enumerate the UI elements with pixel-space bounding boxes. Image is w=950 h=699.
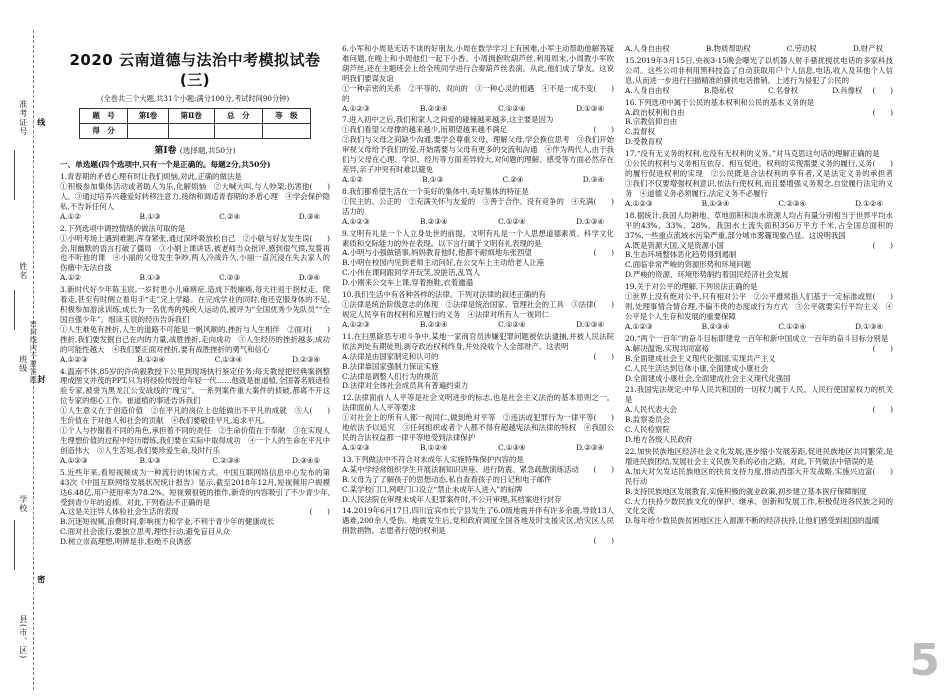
question-statement: ①小明考场上遇到难题,浑身紧张,通过深呼吸放松自己 ②小敏与好友发生误会,用幽默的语言打破了僵局 ③小娟上课讲话,被老师当众批评,感到很气愤,发誓再也不听他的课 ④小丽的父母发生争吵,两人冷战许久,小丽一直沉浸在失去家人的伤痛中无法自拔 (60, 233, 330, 273)
score-input[interactable] (128, 123, 169, 138)
answer-bracket[interactable]: ( ) (872, 240, 893, 250)
answer-option[interactable]: A.人身自由权 (625, 44, 670, 53)
answer-option[interactable]: B.父母为了了解孩子的思想动态,私自查看孩子的日记和电子邮件 (342, 474, 552, 484)
question-item (60, 224, 330, 284)
answer-option[interactable]: A.这是关注异人体验社会生活的表现 (60, 507, 179, 517)
question-item (625, 385, 893, 445)
answer-option[interactable]: C.①②④ (778, 321, 807, 331)
score-input[interactable] (214, 123, 262, 138)
answer-option[interactable]: C.劳动权 (786, 44, 817, 53)
question-statement: ②我们与父母之间缺少沟通,要学会尊重父母、理解父母,学会换位思考 ③我们开始审视父母给予我们的爱,开始需要与父母有更多的交流和沟通 ④作为两代人,由于我们与父母在心理、学识、经历等方面差异较大,对问题的理解、感受等方面必然存在差异,亲子冲突有时难以避免 (342, 135, 614, 175)
section1-title: 一、单选题(四个选项中,只有一个是正确的。每题2分,共50分) (60, 159, 271, 169)
question-stem: 12.法律面前人人平等是社会文明进步的标志,也是社会主义法治的基本原则之一。法律面前人人平等要求 (342, 393, 614, 413)
question-stem: 5.近些年来,看短视频成为一种流行的休闲方式。中国互联网络信息中心发布的第43次《中国互联网络发展状况统计报告》显示,截至2018年12月,短视频用户规模达6.48亿,用户使用率为78.2%。短视频很链的推作,新奇的内容吸引了不少青少年,受到青少年的追捧。对此,下列看法不正确的是 (60, 467, 330, 507)
part1-subtitle: (选择题,共50分) (179, 145, 236, 155)
answer-option[interactable]: D.全面建成小康社会,全面建成社会主义现代化强国 (625, 373, 791, 383)
answer-option[interactable]: D.②③④ (576, 442, 604, 452)
question-stem: 22.加快民族地区经济社会文化发展,逐步缩小发展差距,促进民族地区共同繁荣,是增进民族团结,发展社会主义民族关系的必由之路。对此,下列做法中错误的是 (625, 446, 893, 466)
question-item (60, 468, 330, 547)
score-input[interactable] (262, 123, 310, 138)
answer-option[interactable]: C.①②④ (498, 319, 526, 329)
question-item (342, 115, 614, 184)
answer-option[interactable]: A.加大对欠发达民族地区的扶贫支持力度,推动西部大开发战略,实施兴边富民行动 (625, 466, 873, 486)
option-row (625, 86, 872, 96)
answer-option[interactable]: D.肖像权 (832, 85, 863, 95)
question-statement: ①世界上没有绝对公平,只有相对公平 ②公平遵常指人们基于一定标准或原则,处理事情合情合理,不偏不倚的态度或行为方式 ③公平就要实行平均主义 ④公平是个人生存和发展的重要保障 (625, 292, 893, 321)
answer-option[interactable]: A.①②③ (342, 103, 370, 113)
answer-option[interactable]: C.②③ (219, 273, 241, 283)
answer-option[interactable]: A.人民代表大会 (625, 405, 678, 415)
answer-option[interactable]: C.名誉权 (768, 85, 798, 95)
answer-option[interactable]: A.①②③ (342, 319, 370, 329)
answer-option[interactable]: C.人民生活达到总体小康,全面建成小康社会 (625, 363, 769, 373)
question-stem: 16.下列选项中属于公民的基本权利和公民的基本义务的是 (625, 97, 815, 107)
answer-option[interactable]: A.小明与小强做错事,妈妈教育他时,他都不耐烦地东张西望 (342, 248, 532, 258)
answer-bracket[interactable]: ( ) (872, 292, 893, 302)
answer-option[interactable]: A.①②③ (625, 321, 653, 331)
answer-option[interactable]: D.法律对全体社会成员具有普遍约束力 (342, 381, 469, 391)
answer-option[interactable]: B.隐私权 (703, 85, 734, 95)
answer-option[interactable]: D.①③④ (576, 103, 604, 113)
exam-note: (全卷共三个大题,共31个小题;满分100分,考试时间90分钟) (100, 94, 290, 104)
option-row (60, 273, 330, 283)
answer-option[interactable]: B.①③ (139, 455, 161, 465)
score-cell: 第Ⅱ卷 (168, 108, 214, 123)
answer-option[interactable]: B.生态环境整体恶化趋势得到遏制 (625, 250, 737, 260)
question-statement: ①民主的、公正的 ②充满关怀与友爱的 ③善于合作、没有竞争的 ④充满活力的 (342, 196, 594, 216)
question-stem: 2.下列选项中调控情绪的做法可取的是 (60, 223, 186, 233)
answer-option[interactable]: D.每年给少数民族贫困地区注入源源不断的经济扶持,让他们感受到祖国的温暖 (625, 516, 880, 526)
answer-option[interactable]: A.①② (60, 273, 81, 283)
answer-option[interactable]: A.①②③ (625, 198, 653, 208)
column-2-questions (342, 44, 614, 546)
seal-notice: 密封线内不要答题 (29, 320, 38, 384)
answer-option[interactable]: C.某学校门口,网吧门口设立“禁止未成年人进入”的标牌 (342, 484, 523, 494)
answer-option[interactable]: C.①③④ (214, 354, 243, 364)
question-stem: 15.2019年3月15日,央视3·15晚会曝光了以机器人射手骚扰搅扰电话的多家科技公司。这些公司非利用黑科技盗了自动获取用户个人信息,电话,收入及其他个人信息,从而进一步进行扫描精准的骚扰电话推销。上述行为侵犯了公民的 (625, 55, 893, 85)
question-item (625, 334, 893, 384)
answer-option[interactable]: D.小刚来公交车上课,穿着拖鞋,衣着邋遢 (342, 278, 473, 288)
answer-bracket[interactable]: ( ) (872, 343, 893, 353)
answer-bracket[interactable]: ( ) (872, 466, 893, 476)
answer-bracket[interactable]: ( ) (593, 464, 614, 474)
answer-bracket[interactable]: ( ) (309, 181, 330, 191)
answer-option[interactable]: D.①③④ (576, 216, 604, 226)
question-stem: 17.“没有无义务的权利,也没有无权利的义务。”对马克思这句话的理解正确的是 (625, 149, 880, 159)
answer-bracket[interactable]: ( ) (593, 248, 614, 258)
question-item (60, 367, 330, 466)
answer-option[interactable]: C.①②④ (498, 103, 526, 113)
option-row (625, 199, 893, 209)
seal-feng-char: 封 (36, 375, 47, 384)
seal-mi-char: 密 (36, 575, 47, 584)
answer-option[interactable]: C.面临非常严峻的资源形势和环境问题 (625, 260, 751, 270)
question-item (60, 285, 330, 364)
answer-bracket[interactable]: ( ) (593, 351, 614, 361)
option-row (342, 217, 614, 227)
question-stem: 1.青春期的矛盾心理有时让我们烦恼,对此,正确的做法是 (60, 172, 242, 182)
admission-blank (14, 150, 15, 200)
option-row (342, 320, 614, 330)
question-stem: 8.我们都希望生活在一个美好的集体中,美好集体的特征是 (342, 186, 529, 196)
question-stem: 21.我国宪法规定:中华人民共和国的一切权力属于人民。人民行使国家权力的机关是 (625, 385, 893, 405)
answer-option[interactable]: A.①②③ (342, 216, 370, 226)
answer-bracket[interactable]: ( ) (593, 125, 614, 135)
answer-bracket[interactable]: ( ) (309, 233, 330, 243)
answer-option[interactable]: B.全面建成社会主义现代化强国,实现共产主义 (625, 353, 776, 363)
question-item (60, 172, 330, 222)
option-row (625, 322, 893, 332)
question-statement: ①人生意义在于创造价值 ②在平凡的岗位上也能做出不平凡的成就 ③人生价值在于对他人和社会的贡献 ④我们要敬佳平凡,追求平凡。 (60, 406, 310, 426)
answer-option[interactable]: D.②③④ (292, 354, 320, 364)
answer-option[interactable]: A.①② (342, 174, 363, 184)
option-row (342, 175, 614, 185)
column-3-questions (625, 44, 901, 526)
score-cell: 得 分 (80, 123, 128, 138)
answer-option[interactable]: B.①②④ (419, 442, 448, 452)
answer-bracket[interactable]: ( ) (593, 300, 614, 310)
score-cell: 等 级 (262, 108, 310, 123)
seal-line-char: 线 (36, 118, 47, 127)
answer-option[interactable]: B.监察委员会 (625, 415, 670, 425)
question-item (625, 44, 893, 54)
answer-option[interactable]: C.②③④ (778, 198, 807, 208)
question-item (625, 149, 901, 209)
answer-option[interactable]: D.③④⑤ (292, 455, 320, 465)
answer-option[interactable]: B.②③④ (419, 103, 448, 113)
question-stem: 20.“两个一百年”的奋斗目标即建党一百年和新中国成立一百年的奋斗目标分别是 (625, 333, 889, 343)
answer-option[interactable]: B.物质帮助权 (705, 44, 751, 53)
answer-option[interactable]: D.严峻的资源、环境形势制约着国民经济社会发展 (625, 270, 789, 280)
answer-option[interactable]: C.法律是调整人们行为的规范 (342, 371, 439, 381)
answer-option[interactable]: B.①③ (139, 273, 161, 283)
option-row (60, 355, 330, 365)
answer-option[interactable]: B.①②④ (137, 354, 165, 364)
option-row (60, 456, 330, 466)
score-cell: 题 号 (80, 108, 128, 123)
answer-option[interactable]: A.政治权利和自由 (625, 107, 685, 117)
question-stem: 18.据统计,我国人均耕地、草地面积和淡水资源人均占有量分别相当于世界平均水平的43%、33%、28%。我国水土流失面积356万平方千米,占全国总面积的37%,一些重点流域水污染严重,部分城市雾霾现象凸显。这说明我国 (625, 210, 893, 240)
answer-option[interactable]: B.②③④ (701, 321, 730, 331)
answer-option[interactable]: D.①③④ (855, 321, 883, 331)
answer-bracket[interactable]: ( ) (309, 324, 330, 334)
answer-option[interactable]: D.③④ (298, 273, 320, 283)
answer-option[interactable]: A.人身自由权 (625, 85, 670, 95)
score-input[interactable] (168, 123, 214, 138)
question-stem: 9.文明有礼是一个人立身处世的前提。文明有礼是一个人思想道德素质、科学文化素质和交际能力的外在表现。以下言行属于文明有礼表现的是 (342, 228, 614, 248)
answer-bracket[interactable]: ( ) (872, 85, 893, 95)
question-stem: 7.进入初中之后,我们和家人之间爱的碰撞越来越多,这主要是因为 (342, 115, 554, 125)
answer-option[interactable]: D.③④ (582, 174, 604, 184)
answer-option[interactable]: D.①②④ (855, 198, 883, 208)
part1-title (60, 145, 330, 157)
option-row (342, 443, 614, 453)
question-statement: ①一种亲密的关系 ②平等的、双向的 ③一种心灵的相遇 ④不是一成不变的 (342, 83, 594, 103)
answer-option[interactable]: C.监督权 (625, 127, 655, 137)
answer-option[interactable]: C.人民检察院 (625, 425, 670, 435)
question-statement: ①积极参加集体活动或者助人为乐,化解烦恼 ②大喊大叫,与人吵架,伤害他人。③通过培养兴趣爱好转移注意力,接纳和调适青春期的矛盾心理 ④学会保护隐私,不告诉任何人 (60, 181, 330, 211)
answer-option[interactable]: D.地方各级人民政府 (625, 435, 693, 445)
answer-option[interactable]: D.树立崇高理想,明辨是非,拒绝不良诱惑 (60, 537, 191, 547)
answer-bracket[interactable]: ( ) (593, 536, 614, 546)
answer-option[interactable]: C.②③④ (212, 455, 241, 465)
answer-option[interactable]: B.法律靠国家强制力保证实施 (342, 361, 439, 371)
option-row (60, 212, 330, 222)
answer-bracket[interactable]: ( ) (872, 405, 893, 415)
score-table (79, 108, 311, 139)
part1-label: 第Ⅰ卷 (154, 145, 177, 156)
answer-option[interactable]: B.小明在校园内见到老师主动问好,在公交车上主动给老人让座 (342, 258, 545, 268)
answer-bracket[interactable]: ( ) (593, 83, 614, 93)
answer-option[interactable]: A.①② (60, 211, 81, 221)
question-stem: 19.关于对公平的理解,下列说法正确的是 (625, 282, 758, 292)
answer-option[interactable]: A.①②③ (60, 455, 88, 465)
question-item (342, 332, 614, 392)
question-item (342, 455, 614, 505)
label-admission: 准考证号 (18, 100, 28, 136)
answer-option[interactable]: C.②④ (219, 211, 241, 221)
answer-option[interactable]: D.③④ (298, 211, 320, 221)
answer-bracket[interactable]: ( ) (593, 413, 614, 423)
question-stem: 11.在扫黑除恶专项斗争中,某地一家商官员涉嫌犯罪问题被依法逮捕,并被人民法院依法判处有期徒刑,剥夺政治权利终身,并处没收个人全部财产。这表明 (342, 331, 614, 351)
question-item (625, 98, 893, 148)
answer-option[interactable]: C.①③④ (498, 442, 526, 452)
answer-bracket[interactable]: ( ) (872, 107, 893, 117)
answer-option[interactable]: B.沉迷短视频,浪费时间,影响视力和学业,不利于青少年的健康成长 (60, 517, 275, 527)
answer-option[interactable]: A.既是资源大国,又是资源小国 (625, 240, 724, 250)
exam-title: 2020 云南道德与法治中考模拟试卷(三) (69, 51, 321, 90)
answer-option[interactable]: C.小伟在课间跟同学开玩笑,说脏话,乱骂人 (342, 268, 481, 278)
column-1 (60, 50, 330, 549)
answer-option[interactable]: B.①③ (139, 211, 161, 221)
question-stem: 3.新时代好少年陈玉宸,一岁时患小儿麻痹症,造成下肢瘫痪,每天往返于拐杖走、爬着走,甚至有时侧立着用手“走”完上学路。在完成学业的同时,他还克服身体的不足,积极参加游泳训练,成长为一名优秀的残疾人运动员,被评为“全国优秀少先队员”“全国自强少年”。细读玉宸的经历告诉我们 (60, 285, 330, 324)
question-item (625, 56, 893, 96)
answer-option[interactable]: B.①③④ (701, 198, 730, 208)
score-cell: 总 分 (214, 108, 262, 123)
question-item (625, 447, 893, 526)
answer-option[interactable]: A.①②③ (60, 354, 88, 364)
answer-bracket[interactable]: ( ) (593, 196, 614, 206)
question-statement: ①个人与抄谢看不同的角色,承担着不同的责任 ②生命价值在于奉献 ③在实现人生理想价值的过程中经历磨练,我们要在实际中取得成功 ④一个人的生命在平凡中创造伟大 ⑤人生苦短,我们要珍爱生命,及时行乐 (60, 426, 330, 455)
option-row (342, 104, 614, 114)
answer-option[interactable]: B.支持民族地区发展教育,实施积极的就业政策,初步建立基本医疗保障制度 (625, 486, 867, 496)
answer-option[interactable]: B.②③④ (419, 216, 448, 226)
answer-bracket[interactable]: ( ) (872, 159, 893, 169)
answer-option[interactable]: B.②③④ (419, 319, 448, 329)
label-school: 学校 (18, 495, 28, 513)
question-stem: 4.温南不休,85岁的许尚毅教授下公里到现场执行鉴定任务;每天教授把经典案例整理成图文并茂的PPT,只为将经验传授给年轻一代……他就是崔道植,全国著名痕迹检验专家,被誉为黑龙江公安战线的“瑰宝”。一系列案件重大案件的侦破,都离不开这位专家的细心工作。崔道植的事迹告诉我们 (60, 366, 330, 406)
column-2 (342, 44, 614, 546)
page-number: 5 (909, 635, 940, 687)
question-statement: ①法律是统治阶级意志的体现 ②法律是统治国家、管理社会的工具 ③法律规定人民享有的权利和应履行的义务 ④法律对所有人一视同仁 (342, 300, 594, 319)
question-item (342, 290, 614, 330)
school-blank (14, 520, 15, 570)
answer-option[interactable]: C.①②④ (498, 216, 526, 226)
answer-option[interactable]: B.①③ (422, 174, 444, 184)
question-item (342, 229, 614, 289)
column-3 (625, 44, 901, 528)
answer-option[interactable]: C.②④ (502, 174, 524, 184)
answer-option[interactable]: C.面对社会流行,要独立思考,理性行动,避免盲目从众 (60, 527, 230, 537)
binding-margin (0, 0, 47, 699)
question-item (625, 282, 893, 332)
name-blank (14, 290, 15, 330)
answer-option[interactable]: D.受教育权 (625, 137, 663, 147)
option-row (625, 44, 893, 54)
answer-option[interactable]: A.①②③ (342, 442, 370, 452)
question-statement: ①人生难免有挫折,人生的道路不可能是一帆风顺的,挫折与人生相伴 ②面对挫折,我们要发掘自己在内的力量,战胜挫折,走向成功 ③人生经历的挫折越多,成功的可能性越大 ④我们要正面对挫折,要有战胜挫折的勇气和信心 (60, 324, 330, 354)
answer-option[interactable]: D.①③④ (576, 319, 604, 329)
question-stem: 10.我们生活中有各种各样的法律。下列对法律的叙述正确的有 (342, 290, 546, 300)
answer-option[interactable]: D.人民法院在审理未成年人犯罪案件时,不公开审理,其档案进行封存 (342, 494, 562, 504)
answer-option[interactable]: A.解决温饱,实现共同富裕 (625, 343, 709, 353)
question-statement: ①公民的权利与义务相互依存、相互促进。权利的实现需要义务的履行,义务的履行促进权利的实现 ②公民既是合法权利的享有者,又是法定义务的承担者 ③我们不仅要增强权利意识,依法行使权利,而且要增强义务观念,自觉履行法定的义务 ④道德义务必须履行,法定义务不必履行 (625, 159, 901, 198)
question-statement: ①我们看望父母撑的越来越少,而期望越来越不满足 (342, 125, 507, 135)
question-stem: 6.小军和小周是无话不谈的好朋友,小周在数学学习上有困难,小军主动帮助他解答疑难问题,在晚上和小周他们一起下小香。小周拥抱吹葫芦丝,利用周末,小周教小军吹葫芦丝,还在主题班会上给全班同学进行合奏葫芦丝表演。从此,他们成了挚友。这说明我们要谋友谊 (342, 44, 614, 83)
answer-option[interactable]: B.宗教信仰自由 (625, 117, 678, 127)
question-stem: 13.下列做法中不符合对未成年人实施特殊保护内容的是 (342, 454, 524, 464)
question-item (625, 211, 893, 280)
answer-option[interactable]: D.财产权 (852, 44, 883, 53)
answer-bracket[interactable]: ( ) (309, 406, 330, 416)
label-name: 姓名 (18, 262, 28, 280)
answer-option[interactable]: C.大力扶持少数民族文化的保护、继承、创新和发展工作,积极促进各民族之间的文化交流 (625, 496, 893, 516)
question-item (342, 44, 614, 113)
question-item (342, 393, 614, 453)
question-statement: ①对社会上的所有人都一视同仁,做到绝对平等 ②违法或犯罪行为一律平等地依法予以追究 ③任何组织或者个人都不得有超越宪法和法律的特权 ④我国公民的合法权益都一律平等地受到法律保护 (342, 413, 614, 443)
question-stem: 14.2019年6月17日,四川宜宾市长宁县发生了6.0级地震并伴有许多余震,导致13人遇难,200余人受伤。地震发生后,党和政府调度全国各地及时支援灾区,给灾区人民捐款捐物。志愿者行使的权利是 (342, 506, 614, 536)
label-class: 班级 (18, 355, 28, 373)
column-1-questions (60, 172, 330, 547)
answer-option[interactable]: A.法律是由国家制定和认可的 (342, 351, 439, 361)
label-county: 县(市、区) (18, 615, 28, 660)
question-item (342, 506, 614, 546)
score-cell: 第Ⅰ卷 (128, 108, 169, 123)
answer-bracket[interactable]: ( ) (309, 507, 330, 517)
question-item (342, 187, 614, 227)
answer-option[interactable]: A.某中学经常组织学生开展法制知识讲座、进行防震、紧急疏散演练活动 (342, 464, 579, 474)
